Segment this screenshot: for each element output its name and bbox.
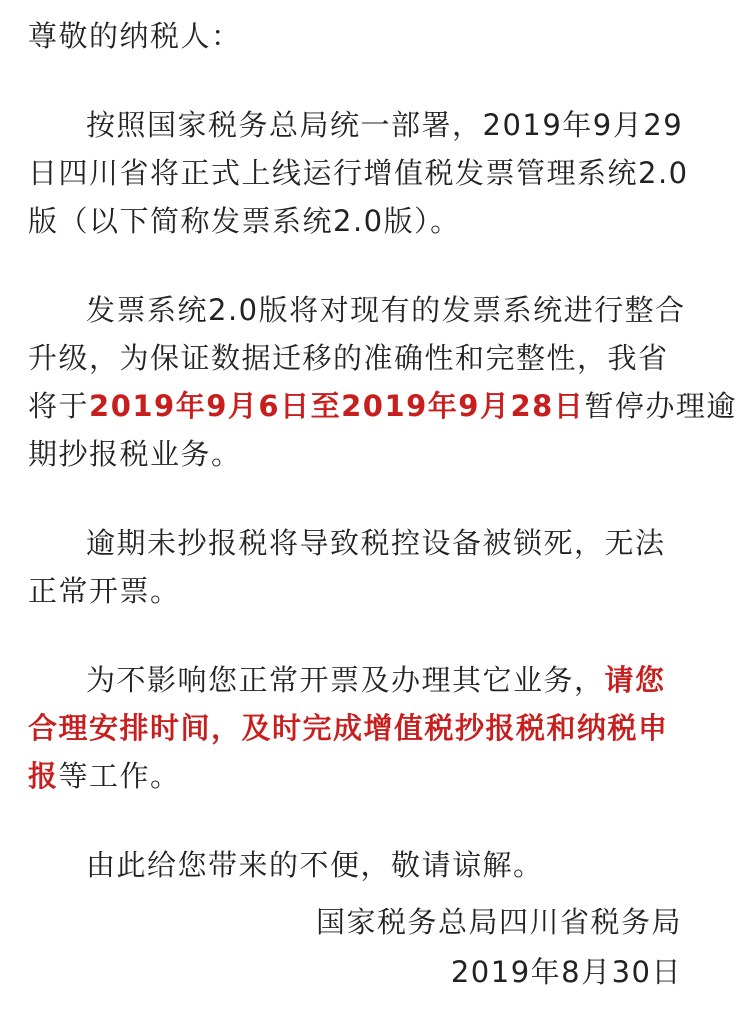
paragraph-1-line-1: 按照国家税务总局统一部署，2019年9月29 [86, 108, 684, 142]
paragraph-3-line-1: 逾期未抄报税将导致税控设备被锁死，无法 [86, 526, 666, 560]
suspension-period-highlight: 2019年9月6日至2019年9月28日 [89, 389, 585, 423]
request-highlight: 合理安排时间，及时完成增值税抄报税和纳税申 [28, 711, 669, 745]
notice-body [28, 12, 737, 889]
paragraph-5-line-1: 由此给您带来的不便，敬请谅解。 [86, 848, 544, 882]
paragraph-3 [28, 519, 688, 615]
request-highlight: 报 [28, 759, 59, 793]
paragraph-4-text: 等工作。 [58, 759, 181, 793]
greeting: 尊敬的纳税人： [28, 19, 242, 53]
paragraph-4-text: 为不影响您正常开票及办理其它业务， [86, 663, 605, 697]
signature-date: 2019年8月30日 [450, 955, 682, 989]
signature-org: 国家税务总局四川省税务局 [315, 905, 682, 939]
paragraph-2 [28, 286, 737, 478]
paragraph-4 [28, 656, 688, 800]
paragraph-1 [28, 101, 688, 245]
paragraph-5 [28, 841, 688, 889]
paragraph-2-line-1: 发票系统2.0版将对现有的发票系统进行整合 [86, 293, 686, 327]
paragraph-2-line-3 [28, 382, 737, 430]
paragraph-4-line-1 [28, 656, 688, 704]
request-highlight: 请您 [604, 663, 666, 697]
paragraph-2-line-2: 升级，为保证数据迁移的准确性和完整性，我省 [28, 341, 669, 375]
paragraph-2-text: 将于 [28, 389, 90, 423]
paragraph-1-line-3: 版（以下简称发票系统2.0版）。 [28, 204, 461, 238]
paragraph-2-text: 暂停办理逾 [584, 389, 737, 423]
paragraph-2-line-4: 期抄报税业务。 [28, 437, 242, 471]
paragraph-4-line-2 [28, 704, 688, 752]
paragraph-3-line-2: 正常开票。 [28, 574, 181, 608]
paragraph-1-line-2: 日四川省将正式上线运行增值税发票管理系统2.0 [28, 156, 689, 190]
paragraph-4-line-3 [28, 752, 688, 800]
